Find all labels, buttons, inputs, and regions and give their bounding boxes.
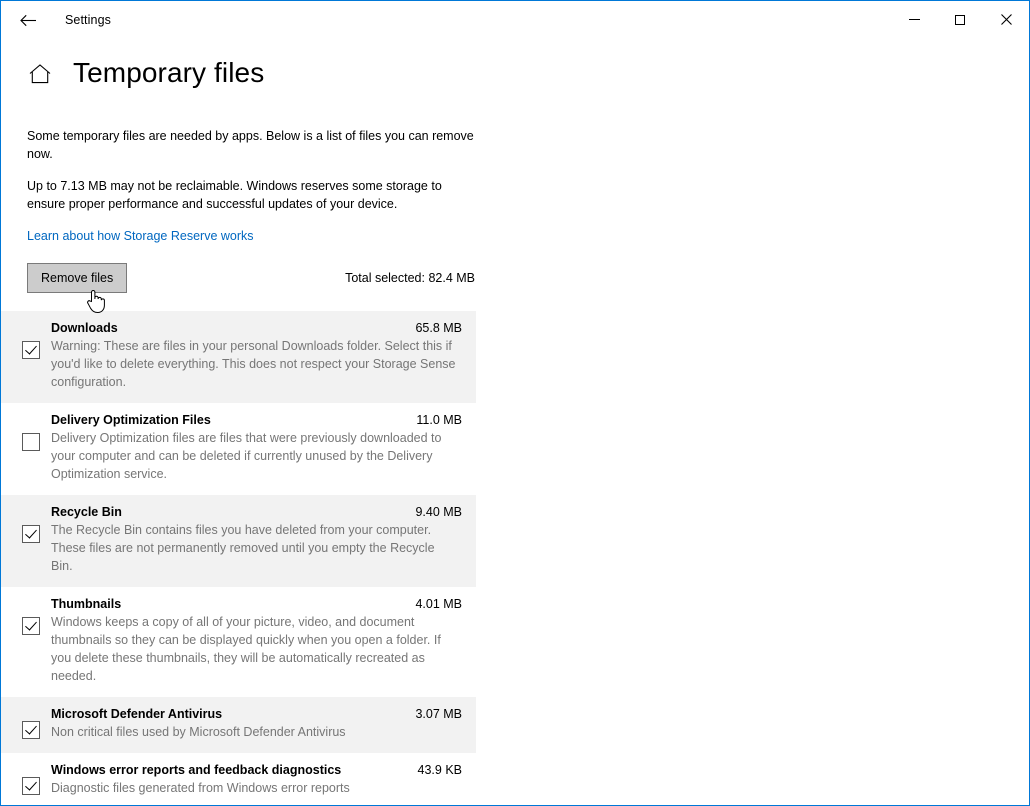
storage-reserve-link[interactable]: Learn about how Storage Reserve works (27, 229, 254, 243)
file-size: 43.9 KB (417, 763, 462, 777)
file-name: Windows error reports and feedback diagnostics (51, 763, 342, 777)
list-item[interactable] (1, 403, 476, 495)
file-size: 9.40 MB (415, 505, 462, 519)
checkbox-cell (11, 321, 51, 359)
checkbox-cell (11, 597, 51, 635)
back-arrow-icon (20, 14, 37, 27)
file-description: Non critical files used by Microsoft Defender Antivirus (51, 725, 346, 739)
file-body (51, 505, 466, 575)
file-checkbox[interactable] (22, 525, 40, 543)
file-description: Delivery Optimization files are files that were previously downloaded to your computer and can be deleted if currently unused by the Delivery Optimization service. (51, 431, 442, 481)
list-item[interactable] (1, 753, 476, 806)
home-button[interactable] (27, 63, 53, 89)
file-head (51, 321, 462, 335)
file-checkbox[interactable] (22, 721, 40, 739)
file-head (51, 707, 462, 721)
intro-paragraph-1: Some temporary files are needed by apps. Below is a list of files you can remove now. (27, 129, 474, 161)
file-checkbox[interactable] (22, 617, 40, 635)
minimize-button[interactable] (891, 1, 937, 38)
remove-files-button[interactable]: Remove files (27, 263, 127, 293)
intro-paragraph-2: Up to 7.13 MB may not be reclaimable. Windows reserves some storage to ensure proper performance and successful updates of your device. (27, 179, 442, 211)
total-selected-label: Total selected: 82.4 MB (345, 271, 475, 285)
file-size: 65.8 MB (415, 321, 462, 335)
window-title: Settings (65, 13, 111, 27)
file-body (51, 707, 466, 741)
file-head (51, 763, 462, 777)
file-name: Microsoft Defender Antivirus (51, 707, 223, 721)
file-head (51, 505, 462, 519)
file-name: Delivery Optimization Files (51, 413, 211, 427)
page-content (1, 93, 476, 293)
file-size: 3.07 MB (415, 707, 462, 721)
file-name: Downloads (51, 321, 118, 335)
file-description: Windows keeps a copy of all of your picture, video, and document thumbnails so they can be displayed quickly when you open a folder. If you delete these thumbnails, they will be automatically recreated as needed. (51, 615, 441, 683)
close-button[interactable] (983, 1, 1029, 38)
file-description: The Recycle Bin contains files you have deleted from your computer. These files are not permanently removed until you empty the Recycle Bin. (51, 523, 435, 573)
file-size: 11.0 MB (416, 413, 462, 427)
file-body (51, 413, 466, 483)
temporary-files-list (1, 311, 476, 806)
file-checkbox[interactable] (22, 341, 40, 359)
list-item[interactable] (1, 495, 476, 587)
checkbox-cell (11, 707, 51, 739)
file-head (51, 597, 462, 611)
list-item[interactable] (1, 311, 476, 403)
file-body (51, 763, 466, 797)
file-checkbox[interactable] (22, 777, 40, 795)
checkbox-cell (11, 763, 51, 795)
checkbox-cell (11, 413, 51, 451)
page-header (1, 39, 1029, 93)
file-name: Thumbnails (51, 597, 122, 611)
checkbox-cell (11, 505, 51, 543)
close-icon (1001, 14, 1012, 25)
maximize-button[interactable] (937, 1, 983, 38)
action-row (27, 263, 475, 293)
file-body (51, 597, 466, 685)
file-description: Warning: These are files in your personal Downloads folder. Select this if you'd like to delete everything. This does not respect your Storage Sense configuration. (51, 339, 456, 389)
list-item[interactable] (1, 697, 476, 753)
list-item[interactable] (1, 587, 476, 697)
minimize-icon (909, 19, 920, 20)
maximize-icon (955, 15, 965, 25)
caption-buttons (891, 1, 1029, 39)
file-name: Recycle Bin (51, 505, 122, 519)
page-title: Temporary files (73, 57, 265, 88)
file-checkbox[interactable] (22, 433, 40, 451)
file-head (51, 413, 462, 427)
title-bar (1, 1, 1029, 39)
file-description: Diagnostic files generated from Windows error reports (51, 781, 350, 795)
file-size: 4.01 MB (415, 597, 462, 611)
file-body (51, 321, 466, 391)
home-icon (29, 64, 51, 89)
back-button[interactable] (5, 3, 51, 37)
